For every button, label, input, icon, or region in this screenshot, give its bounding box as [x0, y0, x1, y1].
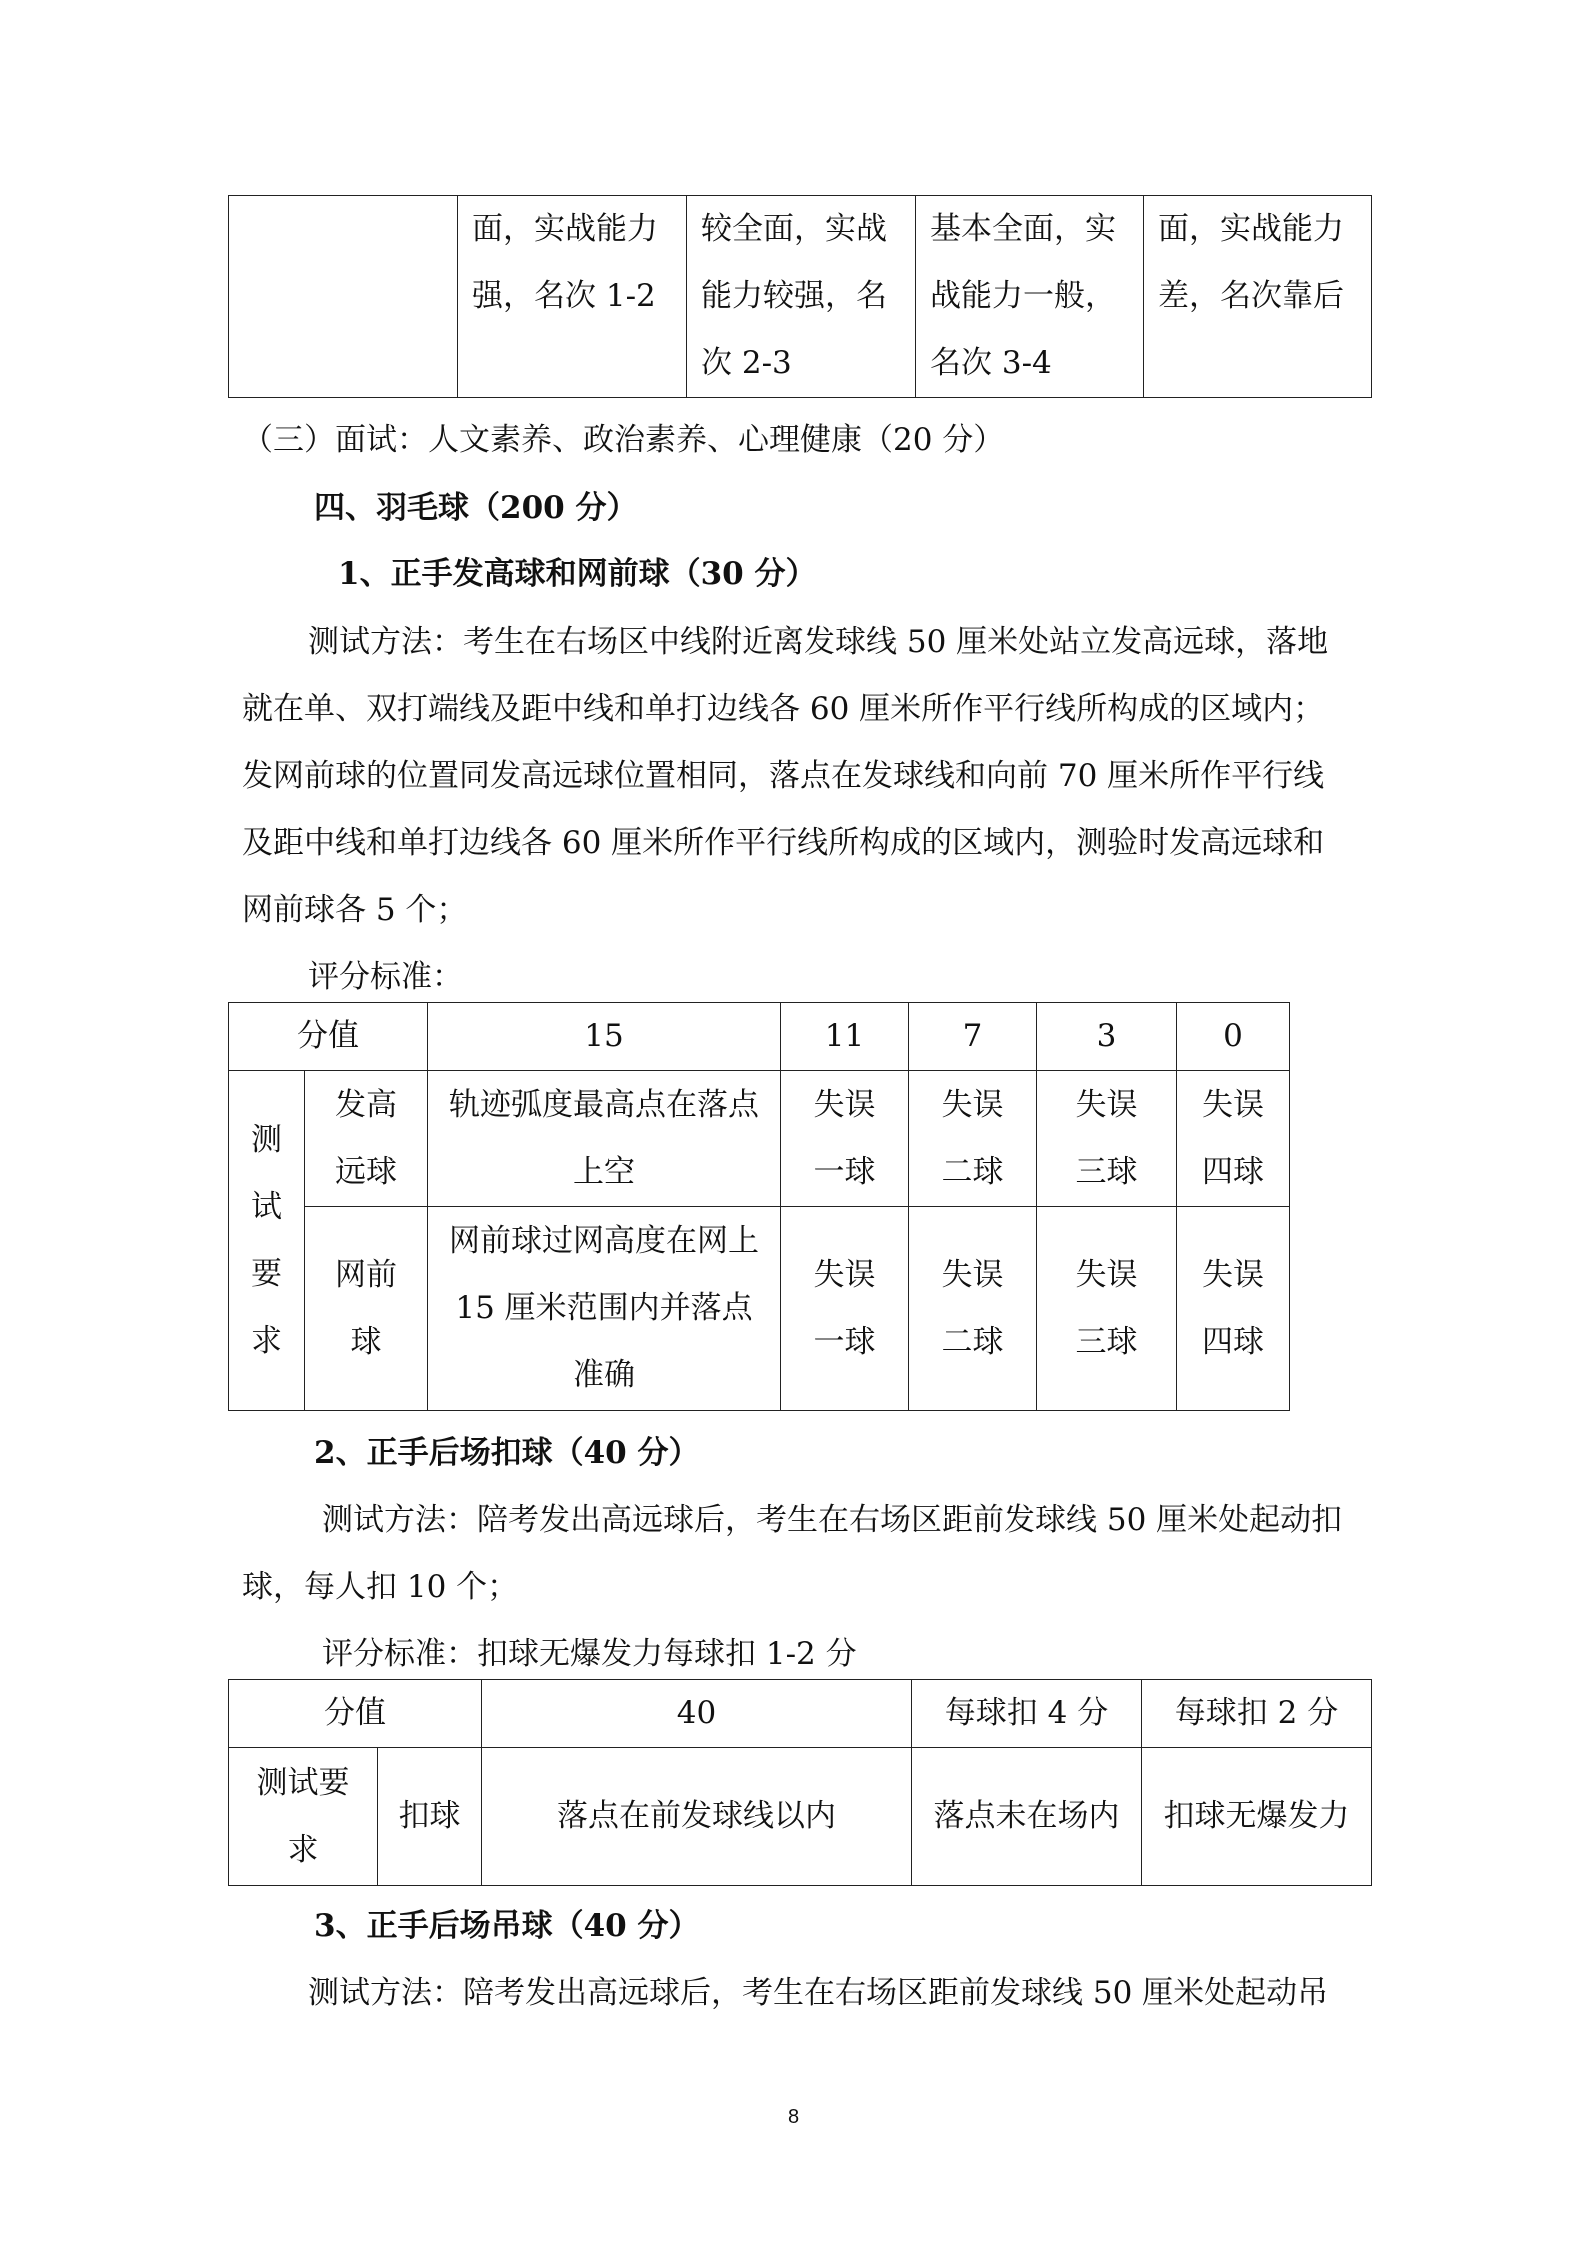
score-cell: 11 [781, 1003, 909, 1071]
criteria-label: 评分标准： [308, 959, 463, 995]
result-cell: 失误 一球 [781, 1071, 909, 1207]
paragraph-line: 测试方法：陪考发出高远球后，考生在右场区距前发球线 50 厘米处起动吊 [308, 1975, 1329, 2011]
cell-text: 面，实战能力 差，名次靠后 [1158, 211, 1344, 314]
table-cell [229, 196, 458, 398]
group-label-cell [229, 1071, 305, 1411]
group-label-cell: 测试要 求 [229, 1748, 378, 1886]
sub1-heading: 1、正手发高球和网前球（30 分） [338, 556, 817, 592]
item-cell: 网前 球 [305, 1207, 428, 1411]
cell-text: 面，实战能力 强，名次 1-2 [472, 211, 658, 314]
paragraph-line: 测试方法：考生在右场区中线附近离发球线 50 厘米处站立发高远球，落地 [308, 624, 1329, 660]
score-label-cell: 分值 [229, 1003, 428, 1071]
cell-text: 较全面，实战 能力较强，名 次 2-3 [701, 211, 887, 381]
result-cell: 失误 四球 [1177, 1071, 1290, 1207]
sub2-heading: 2、正手后场扣球（40 分） [314, 1435, 700, 1471]
group-label: 测 试 要 求 [251, 1121, 282, 1359]
score-cell: 每球扣 2 分 [1142, 1680, 1372, 1748]
score-cell: 15 [428, 1003, 781, 1071]
result-cell: 落点未在场内 [912, 1748, 1142, 1886]
criteria-line: 评分标准：扣球无爆发力每球扣 1-2 分 [322, 1636, 857, 1672]
smash-scoring-table [228, 1679, 1372, 1886]
result-cell: 失误 三球 [1037, 1207, 1177, 1411]
item-cell: 发高 远球 [305, 1071, 428, 1207]
requirement-cell: 网前球过网高度在网上 15 厘米范围内并落点 准确 [428, 1207, 781, 1411]
result-cell: 失误 一球 [781, 1207, 909, 1411]
item-cell: 扣球 [378, 1748, 482, 1886]
table-row [229, 1748, 1372, 1886]
top-continuation-table [228, 195, 1372, 398]
score-cell: 3 [1037, 1003, 1177, 1071]
table-row [229, 196, 1372, 398]
result-cell: 失误 四球 [1177, 1207, 1290, 1411]
paragraph-line: 网前球各 5 个； [242, 892, 468, 928]
result-cell: 失误 二球 [909, 1071, 1037, 1207]
table-cell [687, 196, 916, 398]
table-row [229, 1207, 1290, 1411]
score-cell: 每球扣 4 分 [912, 1680, 1142, 1748]
table-cell [916, 196, 1144, 398]
table-header-row [229, 1680, 1372, 1748]
score-cell: 40 [482, 1680, 912, 1748]
serve-scoring-table [228, 1002, 1290, 1411]
paragraph-line: 测试方法：陪考发出高远球后，考生在右场区距前发球线 50 厘米处起动扣 [322, 1502, 1343, 1538]
table-header-row [229, 1003, 1290, 1071]
cell-text: 基本全面，实 战能力一般， 名次 3-4 [930, 211, 1116, 381]
result-cell: 落点在前发球线以内 [482, 1748, 912, 1886]
requirement-cell: 轨迹弧度最高点在落点 上空 [428, 1071, 781, 1207]
page-number: 8 [788, 2106, 800, 2128]
result-cell: 扣球无爆发力 [1142, 1748, 1372, 1886]
table-cell [1144, 196, 1372, 398]
table-row [229, 1071, 1290, 1207]
interview-line: （三）面试：人文素养、政治素养、心理健康（20 分） [242, 422, 1005, 458]
score-label-cell: 分值 [229, 1680, 482, 1748]
section-heading: 四、羽毛球（200 分） [314, 490, 638, 526]
sub3-heading: 3、正手后场吊球（40 分） [314, 1908, 700, 1944]
table-cell [458, 196, 687, 398]
paragraph-line: 球，每人扣 10 个； [242, 1569, 519, 1605]
score-cell: 7 [909, 1003, 1037, 1071]
paragraph-line: 及距中线和单打边线各 60 厘米所作平行线所构成的区域内，测验时发高远球和 [242, 825, 1325, 861]
score-cell: 0 [1177, 1003, 1290, 1071]
result-cell: 失误 三球 [1037, 1071, 1177, 1207]
result-cell: 失误 二球 [909, 1207, 1037, 1411]
paragraph-line: 就在单、双打端线及距中线和单打边线各 60 厘米所作平行线所构成的区域内； [242, 691, 1325, 727]
paragraph-line: 发网前球的位置同发高远球位置相同，落点在发球线和向前 70 厘米所作平行线 [242, 758, 1325, 794]
